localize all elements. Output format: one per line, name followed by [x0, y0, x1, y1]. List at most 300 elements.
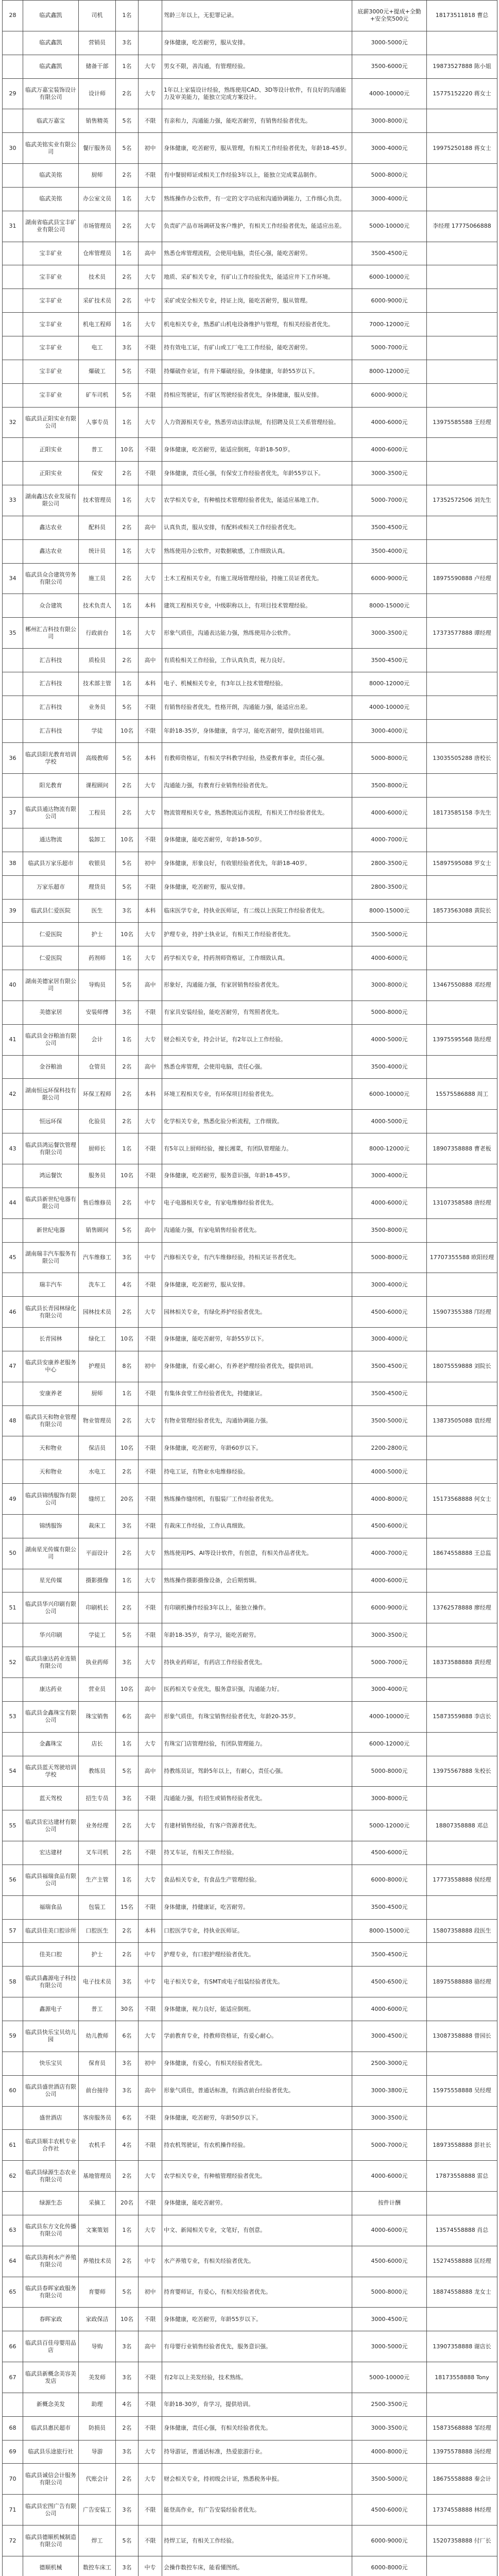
- headcount: 1名: [116, 1865, 139, 1895]
- company-name: 新世纪电器: [23, 1218, 79, 1242]
- education: 不限: [139, 2130, 162, 2161]
- requirements: 汽修相关专业，有汽车维修经验，持相关证书者优先。: [162, 1242, 352, 1273]
- table-row: [3, 78, 497, 109]
- company-name: 福瑞食品: [23, 1895, 79, 1919]
- contact: 18975590888 卢经理: [427, 563, 497, 594]
- requirements: 有亲和力，沟通能力强，能吃苦耐劳，有销售经验者优先。: [162, 109, 352, 133]
- salary: 5000-12000元: [352, 1810, 427, 1841]
- job-position: 技术负责人: [79, 594, 116, 618]
- row-number: 58: [3, 1967, 23, 1997]
- company-name: 湖南瑞丰汽车服务有限公司: [23, 1242, 79, 1273]
- row-number: [3, 923, 23, 946]
- job-position: 基地管理员: [79, 2161, 116, 2192]
- requirements: 身体健康，吃苦耐劳，服从安排。: [162, 875, 352, 899]
- company-name: 临武县新世纪电器有限公司: [23, 1188, 79, 1218]
- company-name: 临武县新概念美容美发店: [23, 2362, 79, 2393]
- contact: [427, 1678, 497, 1702]
- contact: 13087358888 曾园长: [427, 2021, 497, 2052]
- contact: 15873559888 李店长: [427, 1701, 497, 1732]
- job-position: 装卸工: [79, 828, 116, 852]
- contact: 李经理 17775066888: [427, 211, 497, 242]
- requirements: 持叉车证，有相关工作经验。: [162, 1841, 352, 1865]
- row-number: 41: [3, 1024, 23, 1055]
- table-row: [3, 1787, 497, 1810]
- headcount: 5名: [116, 1218, 139, 1242]
- table-row: [3, 2106, 497, 2130]
- job-position: 市场管理员: [79, 211, 116, 242]
- requirements: 护理专业，持护士执业证，有相关工作经验者优先。: [162, 923, 352, 946]
- education: 本科: [139, 1079, 162, 1110]
- row-number: [3, 187, 23, 211]
- table-row: [3, 2556, 497, 2576]
- row-number: [3, 1678, 23, 1702]
- job-position: 洗车工: [79, 1273, 116, 1297]
- requirements: 电子电器相关专业，有家电维修经验者优先。: [162, 1188, 352, 1218]
- row-number: [3, 438, 23, 462]
- company-name: 临武鑫凯: [23, 1, 79, 31]
- row-number: 55: [3, 1810, 23, 1841]
- company-name: 恒远环保: [23, 1110, 79, 1133]
- salary: 8000-15000元: [352, 1919, 427, 1943]
- row-number: [3, 1787, 23, 1810]
- salary: 3500-5000元: [352, 923, 427, 946]
- headcount: 1名: [116, 1024, 139, 1055]
- table-row: [3, 1460, 497, 1484]
- row-number: [3, 109, 23, 133]
- row-number: 42: [3, 1079, 23, 1110]
- requirements: 持焊工证，有相关工作经验。: [162, 2526, 352, 2556]
- contact: 13975585588 王经理: [427, 407, 497, 438]
- education: 初中: [139, 2277, 162, 2308]
- education: 不限: [139, 2495, 162, 2526]
- education: 大专: [139, 1569, 162, 1592]
- table-row: [3, 1895, 497, 1919]
- salary: 3000-4000元: [352, 133, 427, 164]
- row-number: [3, 1895, 23, 1919]
- salary: 3500-8000元: [352, 774, 427, 798]
- job-position: 配料员: [79, 516, 116, 539]
- company-name: 瑞丰汽车: [23, 1273, 79, 1297]
- requirements: 食品相关专业，有食品生产管理经验。: [162, 1865, 352, 1895]
- education: 初中: [139, 133, 162, 164]
- table-row: [3, 407, 497, 438]
- contact: 18674558888 王总监: [427, 1538, 497, 1569]
- job-position: 环保工程师: [79, 1079, 116, 1110]
- contact: [427, 1055, 497, 1079]
- company-name: 湖南恒远环保科技有限公司: [23, 1079, 79, 1110]
- job-position: 文案策划: [79, 2215, 116, 2246]
- row-number: [3, 1218, 23, 1242]
- company-name: 盛世酒店: [23, 2106, 79, 2130]
- contact: [427, 539, 497, 563]
- table-row: [3, 2440, 497, 2464]
- education: 大专: [139, 539, 162, 563]
- company-name: 安康养老: [23, 1382, 79, 1405]
- salary: 5000-8000元: [352, 1756, 427, 1787]
- education: 不限: [139, 696, 162, 719]
- row-number: [3, 1055, 23, 1079]
- requirements: 临床医学专业，持执业医师证，有二级以上医院工作经验者优先。: [162, 899, 352, 923]
- contact: 15897595088 罗女士: [427, 852, 497, 875]
- headcount: 2名: [116, 1841, 139, 1865]
- row-number: 54: [3, 1756, 23, 1787]
- contact: [427, 719, 497, 743]
- table-row: [3, 2192, 497, 2215]
- contact: 13873505088 袁经理: [427, 1405, 497, 1436]
- table-row: [3, 1110, 497, 1133]
- company-name: 鸿运餐饮: [23, 1164, 79, 1188]
- requirements: 学前教育专业，持教师资格证，有爱心耐心。: [162, 2021, 352, 2052]
- contact: 13975595568 陈经理: [427, 1024, 497, 1055]
- contact: 18173511818 曹总: [427, 1, 497, 31]
- company-name: 长青园林: [23, 1328, 79, 1351]
- job-position: 课程顾问: [79, 774, 116, 798]
- salary: 8000-12000元: [352, 1133, 427, 1164]
- company-name: 天和物业: [23, 1460, 79, 1484]
- company-name: 宝丰矿业: [23, 289, 79, 313]
- table-row: [3, 1701, 497, 1732]
- company-name: 宝丰矿业: [23, 336, 79, 360]
- company-name: 众合建筑: [23, 594, 79, 618]
- requirements: 能登高作业，有广告安装经验者优先。: [162, 2495, 352, 2526]
- contact: [427, 1273, 497, 1297]
- table-row: [3, 1484, 497, 1515]
- job-position: 导游: [79, 2440, 116, 2464]
- contact: [427, 383, 497, 407]
- requirements: 有珠宝门店管理经验，有团队管理能力。: [162, 1732, 352, 1756]
- headcount: 1名: [116, 485, 139, 516]
- job-listing-table: [2, 0, 497, 2576]
- requirements: 身体健康，责任心强，有相关经验者优先。: [162, 2416, 352, 2440]
- headcount: 10名: [116, 828, 139, 852]
- headcount: 10名: [116, 719, 139, 743]
- table-row: [3, 946, 497, 970]
- requirements: 有中餐厨师证或相关工作经验3年以上，能独立完成菜品制作。: [162, 164, 352, 188]
- job-position: 售后维修员: [79, 1188, 116, 1218]
- requirements: 身体健康，责任心强，有保安工作经验者优先，年龄55岁以下。: [162, 462, 352, 485]
- education: 高中: [139, 1055, 162, 1079]
- headcount: 10名: [116, 923, 139, 946]
- education: 大专: [139, 1810, 162, 1841]
- row-number: 57: [3, 1919, 23, 1943]
- row-number: [3, 1841, 23, 1865]
- table-row: [3, 1732, 497, 1756]
- salary: 4000-6000元: [352, 946, 427, 970]
- headcount: 1名: [116, 672, 139, 696]
- salary: 5000-7000元: [352, 485, 427, 516]
- company-name: 康达药业: [23, 1678, 79, 1702]
- contact: [427, 594, 497, 618]
- requirements: 身体健康，吃苦耐劳，年龄55岁以下。: [162, 2308, 352, 2331]
- salary: 3000-4000元: [352, 1164, 427, 1188]
- job-position: 保洁员: [79, 1436, 116, 1460]
- requirements: 医药相关专业优先，服务意识强，沟通能力好。: [162, 1678, 352, 1702]
- salary: 4000-6000元: [352, 1997, 427, 2021]
- contact: [427, 1514, 497, 1538]
- salary: 3000-3800元: [352, 2075, 427, 2106]
- requirements: 身体健康，视力良好，能适应倒班。: [162, 1997, 352, 2021]
- contact: [427, 1841, 497, 1865]
- salary: 2800-3500元: [352, 852, 427, 875]
- row-number: 39: [3, 899, 23, 923]
- headcount: 15名: [116, 1895, 139, 1919]
- salary: 3500-4500元: [352, 1382, 427, 1405]
- contact: [427, 2393, 497, 2416]
- education: 大专: [139, 1647, 162, 1678]
- education: 不限: [139, 2308, 162, 2331]
- table-row: [3, 899, 497, 923]
- contact: 13107358588 唐经理: [427, 1188, 497, 1218]
- table-row: [3, 2246, 497, 2277]
- contact: [427, 242, 497, 265]
- requirements: 有教师资格证，有相关学科教学经验，热爱教育事业，责任心强。: [162, 743, 352, 774]
- company-name: 汇吉科技: [23, 719, 79, 743]
- education: 不限: [139, 2362, 162, 2393]
- contact: 15807358888 段医生: [427, 1919, 497, 1943]
- headcount: 2名: [116, 1919, 139, 1943]
- table-row: [3, 1218, 497, 1242]
- salary: 5000-7000元: [352, 2130, 427, 2161]
- education: 本科: [139, 594, 162, 618]
- table-row: [3, 1569, 497, 1592]
- table-row: [3, 462, 497, 485]
- salary: 3000-8000元: [352, 970, 427, 1001]
- salary: 2800-3500元: [352, 875, 427, 899]
- company-name: 万家乐超市: [23, 875, 79, 899]
- company-name: 临武美铭: [23, 164, 79, 188]
- row-number: [3, 2308, 23, 2331]
- company-name: 临武县顺丰农机专业合作社: [23, 2130, 79, 2161]
- company-name: 临武县福瑞食品有限公司: [23, 1865, 79, 1895]
- job-position: 物业管理员: [79, 1405, 116, 1436]
- requirements: 化学相关专业，熟悉化验分析流程，工作细致。: [162, 1110, 352, 1133]
- row-number: 48: [3, 1405, 23, 1436]
- salary: 4000-6000元: [352, 407, 427, 438]
- table-row: [3, 242, 497, 265]
- education: 大专: [139, 313, 162, 336]
- table-row: [3, 2464, 497, 2495]
- company-name: 快乐宝贝: [23, 2052, 79, 2075]
- salary: 3000-5000元: [352, 31, 427, 55]
- contact: [427, 1895, 497, 1919]
- row-number: 49: [3, 1484, 23, 1515]
- company-name: 华兴印刷: [23, 1623, 79, 1647]
- contact: [427, 164, 497, 188]
- table-row: [3, 55, 497, 78]
- requirements: 形象气质佳，有珠宝销售经验者优先，年龄20-35岁。: [162, 1701, 352, 1732]
- table-row: [3, 438, 497, 462]
- row-number: 53: [3, 1701, 23, 1732]
- salary: 3500-6000元: [352, 55, 427, 78]
- row-number: [3, 2393, 23, 2416]
- company-name: 临武县正阳实业有限公司: [23, 407, 79, 438]
- table-row: [3, 1756, 497, 1787]
- headcount: 5名: [116, 696, 139, 719]
- table-row: [3, 923, 497, 946]
- headcount: 5名: [116, 109, 139, 133]
- requirements: 男女不限，善沟通，有管理经验。: [162, 55, 352, 78]
- row-number: [3, 289, 23, 313]
- contact: 13762578888 廖经理: [427, 1592, 497, 1623]
- job-position: 人事专员: [79, 407, 116, 438]
- requirements: 沟通能力强，有教育行业销售经验者优先。: [162, 774, 352, 798]
- job-position: 矿车司机: [79, 383, 116, 407]
- headcount: 30名: [116, 1997, 139, 2021]
- contact: 18075559888 刘院长: [427, 1351, 497, 1382]
- requirements: 年龄18-35岁，肯学习，能吃苦耐劳。: [162, 1623, 352, 1647]
- education: 不限: [139, 1001, 162, 1024]
- education: 大专: [139, 1297, 162, 1328]
- salary: 4500-6000元: [352, 1841, 427, 1865]
- row-number: 59: [3, 2021, 23, 2052]
- salary: 3000-4500元: [352, 2308, 427, 2331]
- table-row: [3, 539, 497, 563]
- salary: 6000-9000元: [352, 383, 427, 407]
- education: 大专: [139, 774, 162, 798]
- company-name: 临武县万家乐超市: [23, 852, 79, 875]
- company-name: 新概念美发: [23, 2393, 79, 2416]
- row-number: 30: [3, 133, 23, 164]
- company-name: 临武鑫凯: [23, 55, 79, 78]
- requirements: 持爆破作业证，有井下爆破经验，身体健康，年龄55岁以下。: [162, 360, 352, 383]
- contact: [427, 946, 497, 970]
- requirements: 会操作数控车床，能看懂图纸。: [162, 2556, 352, 2576]
- company-name: 正阳实业: [23, 462, 79, 485]
- contact: [427, 2192, 497, 2215]
- education: 高中: [139, 2075, 162, 2106]
- headcount: 2名: [116, 2416, 139, 2440]
- job-position: 销售顾问: [79, 1218, 116, 1242]
- education: 不限: [139, 109, 162, 133]
- headcount: 3名: [116, 2440, 139, 2464]
- education: 高中: [139, 516, 162, 539]
- salary: 3500-5000元: [352, 2464, 427, 2495]
- company-name: 临武县快乐宝贝幼儿园: [23, 2021, 79, 2052]
- salary: 5000-7000元: [352, 1647, 427, 1678]
- row-number: 44: [3, 1188, 23, 1218]
- row-number: [3, 1623, 23, 1647]
- row-number: [3, 1997, 23, 2021]
- job-position: 客房服务员: [79, 2106, 116, 2130]
- education: 不限: [139, 2106, 162, 2130]
- row-number: [3, 1943, 23, 1967]
- job-position: 摄影摄像: [79, 1569, 116, 1592]
- salary: 5000-10000元: [352, 211, 427, 242]
- education: 不限: [139, 383, 162, 407]
- job-position: 爆破工: [79, 360, 116, 383]
- requirements: 水产养殖专业，有相关经验者优先。: [162, 2246, 352, 2277]
- company-name: 临武美铭: [23, 187, 79, 211]
- job-position: 办公室文员: [79, 187, 116, 211]
- job-position: 代账会计: [79, 2464, 116, 2495]
- table-row: [3, 289, 497, 313]
- contact: 13975567888 朱校长: [427, 1756, 497, 1787]
- salary: 4500-6000元: [352, 1514, 427, 1538]
- job-position: 护士: [79, 923, 116, 946]
- salary: 4000-5000元: [352, 1460, 427, 1484]
- requirements: 中文、新闻相关专业，文笔好，有创意。: [162, 2215, 352, 2246]
- contact: [427, 1328, 497, 1351]
- headcount: 2名: [116, 78, 139, 109]
- education: 高中: [139, 649, 162, 672]
- company-name: 临武县东方文化传播有限公司: [23, 2215, 79, 2246]
- table-row: [3, 360, 497, 383]
- requirements: 持育婴师证，有爱心，有相关经验者优先。: [162, 2277, 352, 2308]
- job-position: 药剂师: [79, 946, 116, 970]
- row-number: [3, 594, 23, 618]
- salary: 3000-5000元: [352, 2331, 427, 2362]
- job-position: 技术员: [79, 265, 116, 289]
- headcount: 2名: [116, 1110, 139, 1133]
- company-name: 湖南省临武县宝丰矿业有限公司: [23, 211, 79, 242]
- contact: 18973558888 彭社长: [427, 2130, 497, 2161]
- table-row: [3, 1514, 497, 1538]
- company-name: 鑫源电子: [23, 1997, 79, 2021]
- education: 不限: [139, 1382, 162, 1405]
- headcount: 3名: [116, 899, 139, 923]
- requirements: 电子相关专业，有SMT或电子组装经验者优先。: [162, 1967, 352, 1997]
- company-name: 郴州汇吉科技有限公司: [23, 618, 79, 649]
- job-position: 医生: [79, 899, 116, 923]
- job-position: 美发师: [79, 2362, 116, 2393]
- salary: 4000-6000元: [352, 2215, 427, 2246]
- headcount: 2名: [116, 2464, 139, 2495]
- row-number: 37: [3, 798, 23, 828]
- salary: 3000-3500元: [352, 2106, 427, 2130]
- education: 大专: [139, 618, 162, 649]
- contact: 18173558888 Tony: [427, 2362, 497, 2393]
- requirements: 有2年以上美发经验，技术熟练。: [162, 2362, 352, 2393]
- table-row: [3, 1919, 497, 1943]
- requirements: 持导游证，普通话标准，热爱旅游行业。: [162, 2440, 352, 2464]
- contact: [427, 672, 497, 696]
- education: 不限: [139, 875, 162, 899]
- company-name: 临武县春晖家政服务有限公司: [23, 2277, 79, 2308]
- contact: [427, 1460, 497, 1484]
- row-number: [3, 1328, 23, 1351]
- job-position: 餐厅服务员: [79, 133, 116, 164]
- table-row: [3, 1133, 497, 1164]
- education: 中专: [139, 1943, 162, 1967]
- table-row: [3, 1865, 497, 1895]
- headcount: 2名: [116, 1079, 139, 1110]
- contact: [427, 1997, 497, 2021]
- education: 高中: [139, 1678, 162, 1702]
- job-position: 行政前台: [79, 618, 116, 649]
- table-row: [3, 313, 497, 336]
- contact: [427, 462, 497, 485]
- salary: 4000-6000元: [352, 2161, 427, 2192]
- education: 中专: [139, 1188, 162, 1218]
- row-number: [3, 383, 23, 407]
- contact: 18975588888 骆经理: [427, 1967, 497, 1997]
- job-position: 机电工程师: [79, 313, 116, 336]
- education: 不限: [139, 2416, 162, 2440]
- education: 不限: [139, 1273, 162, 1297]
- contact: 15274558888 匡经理: [427, 2246, 497, 2277]
- education: 大专: [139, 798, 162, 828]
- requirements: 负责矿产品市场调研及客户维护，有相关工作经验者优先，能适应出差。: [162, 211, 352, 242]
- row-number: 63: [3, 2215, 23, 2246]
- table-row: [3, 1024, 497, 1055]
- requirements: 认真负责，服从安排，有配料或相关工作经验者优先。: [162, 516, 352, 539]
- salary: 2500-3000元: [352, 2052, 427, 2075]
- salary: 2500-3500元: [352, 2393, 427, 2416]
- salary: 3000-3500元: [352, 462, 427, 485]
- education: 初中: [139, 852, 162, 875]
- table-row: [3, 2308, 497, 2331]
- company-name: 临武县佳美口腔诊所: [23, 1919, 79, 1943]
